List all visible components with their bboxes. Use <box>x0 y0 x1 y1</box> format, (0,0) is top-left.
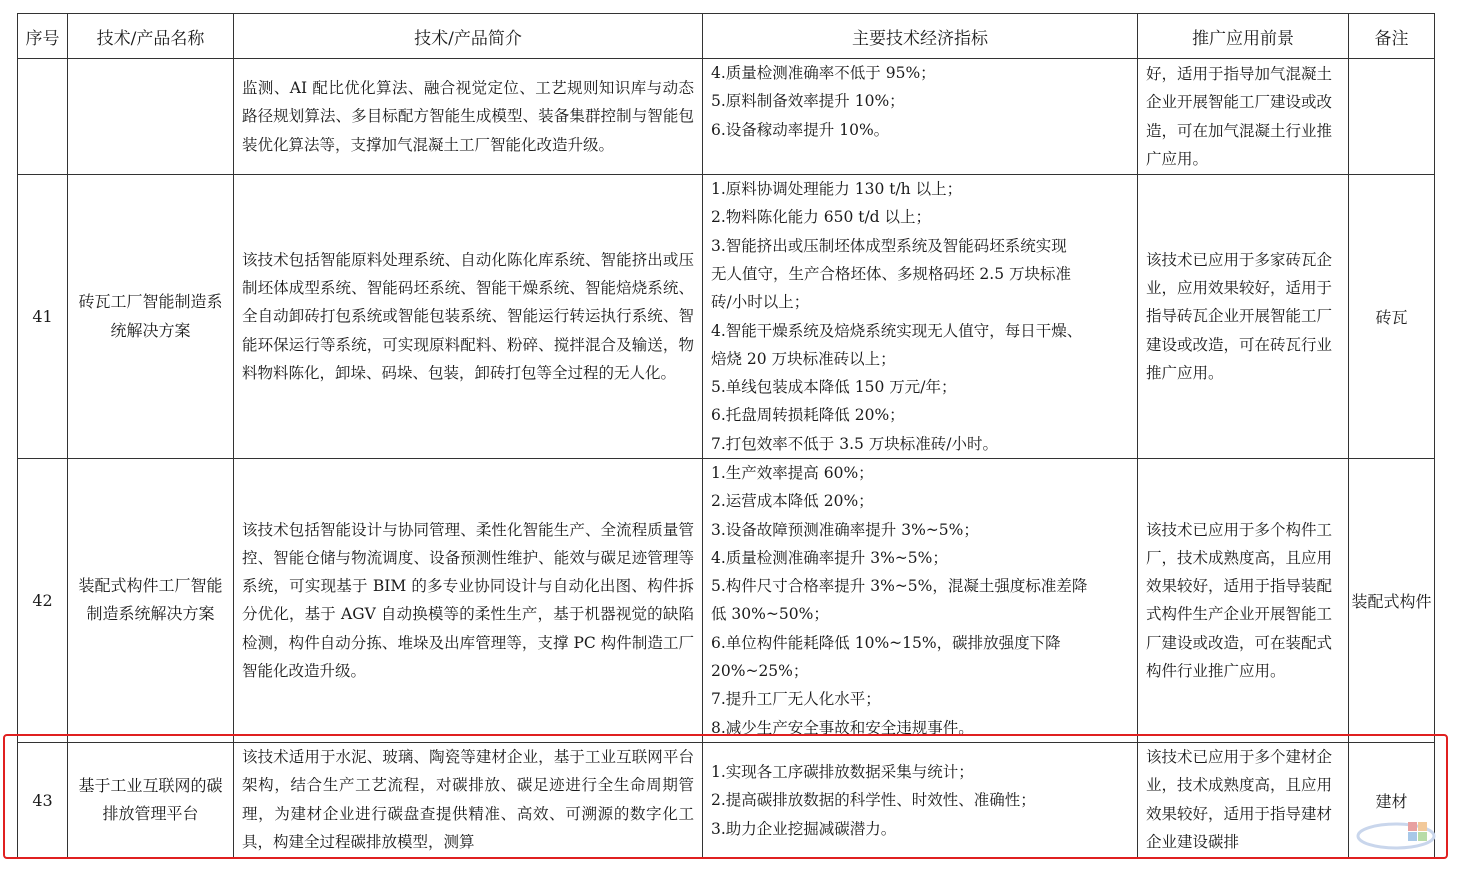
indicator-line: 4.质量检测准确率提升 3%~5%； <box>711 548 948 567</box>
header-intro: 技术/产品简介 <box>234 14 703 59</box>
header-remark: 备注 <box>1349 14 1435 59</box>
indicator-line: 5.构件尺寸合格率提升 3%~5%，混凝土强度标准差降 <box>711 577 1088 596</box>
indicator-line: 砖/小时以上； <box>711 293 810 312</box>
header-prospect: 推广应用前景 <box>1138 14 1349 59</box>
indicator-line: 3.助力企业挖掘减碳潜力。 <box>711 819 897 838</box>
table-row <box>18 459 1435 743</box>
indicator-line: 5.单线包装成本降低 150 万元/年； <box>711 378 957 397</box>
row-intro: 该技术适用于水泥、玻璃、陶瓷等建材企业，基于工业互联网平台架构，结合生产工艺流程，对碳排放、碳足迹进行全生命周期管理，为建材企业进行碳盘查提供精准、高效、可溯源的数字化工具，构建全过程碳排放模型，测算 <box>234 742 703 858</box>
row-remark: 建材 <box>1349 742 1435 858</box>
indicator-line: 低 30%~50%； <box>711 605 829 624</box>
indicator-line: 1.生产效率提高 60%； <box>711 464 874 482</box>
row-prospect: 好，适用于指导加气混凝土企业开展智能工厂建设或改造，可在加气混凝土行业推广应用。 <box>1138 59 1349 175</box>
indicator-line: 无人值守，生产合格坯体、多规格码坯 2.5 万块标准 <box>711 264 1072 283</box>
row-prospect: 该技术已应用于多个构件工厂，技术成熟度高，且应用效果较好，适用于指导装配式构件生产企业开展智能工厂建设或改造，可在装配式构件行业推广应用。 <box>1138 459 1349 743</box>
indicator-line: 2.提高碳排放数据的科学性、时效性、准确性； <box>711 791 1036 810</box>
row-indicators <box>703 459 1138 743</box>
row-remark: 装配式构件 <box>1349 459 1435 743</box>
table-row <box>18 175 1435 459</box>
row-remark <box>1349 59 1435 175</box>
indicator-line: 20%~25%； <box>711 662 809 681</box>
watermark-logo-icon <box>1356 810 1446 860</box>
row-intro: 监测、AI 配比优化算法、融合视觉定位、工艺规则知识库与动态路径规划算法、多目标配方智能生成模型、装备集群控制与智能包装优化算法等，支撑加气混凝土工厂智能化改造升级。 <box>234 59 703 175</box>
row-name: 装配式构件工厂智能制造系统解决方案 <box>68 459 234 743</box>
indicator-line: 1.原料协调处理能力 130 t/h 以上； <box>711 180 963 199</box>
row-indicators <box>703 59 1138 175</box>
indicator-line: 3.智能挤出或压制坯体成型系统及智能码坯系统实现 <box>711 236 1067 255</box>
header-no: 序号 <box>18 14 68 59</box>
header-row <box>18 14 1435 59</box>
table-row <box>18 59 1435 175</box>
indicator-line: 1.实现各工序碳排放数据采集与统计； <box>711 763 974 782</box>
indicator-line: 6.单位构件能耗降低 10%~15%，碳排放强度下降 <box>711 633 1061 652</box>
row-prospect: 该技术已应用于多家砖瓦企业，应用效果较好，适用于指导砖瓦企业开展智能工厂建设或改造，可在砖瓦行业推广应用。 <box>1138 175 1349 459</box>
row-no <box>18 59 68 175</box>
row-name <box>68 59 234 175</box>
indicator-line: 8.减少生产安全事故和安全违规事件。 <box>711 718 974 737</box>
tech-table <box>17 13 1435 859</box>
highlight-box <box>3 734 1448 859</box>
row-intro: 该技术包括智能原料处理系统、自动化陈化库系统、智能挤出或压制坯体成型系统、智能码坯系统、智能干燥系统、智能焙烧系统、全自动卸砖打包系统或智能包装系统、智能运行转运执行系统、智能环保运行等系统，可实现原料配料、粉碎、搅拌混合及输送，物料物料陈化，卸垛、码垛、包装，卸砖打包等全过程的无人化。 <box>234 175 703 459</box>
indicator-line: 2.运营成本降低 20%； <box>711 492 874 511</box>
row-no: 42 <box>18 459 68 743</box>
row-remark: 砖瓦 <box>1349 175 1435 459</box>
row-intro: 该技术包括智能设计与协同管理、柔性化智能生产、全流程质量管控、智能仓储与物流调度、设备预测性维护、能效与碳足迹管理等系统，可实现基于 BIM 的多专业协同设计与自动化出图、构件拆分优化，基于 AGV 自动换模等的柔性生产，基于机器视觉的缺陷检测，构件自动分拣、堆垛及出库管理等，支撑 PC 构件制造工厂智能化改造升级。 <box>234 459 703 743</box>
row-name: 砖瓦工厂智能制造系统解决方案 <box>68 175 234 459</box>
indicator-line: 焙烧 20 万块标准砖以上； <box>711 349 896 368</box>
row-no: 43 <box>18 742 68 858</box>
row-indicators <box>703 175 1138 459</box>
indicator-line: 4.智能干燥系统及焙烧系统实现无人值守，每日干燥、 <box>711 321 1083 340</box>
row-no: 41 <box>18 175 68 459</box>
indicator-line: 5.原料制备效率提升 10%； <box>711 92 905 111</box>
row-name: 基于工业互联网的碳排放管理平台 <box>68 742 234 858</box>
row-prospect: 该技术已应用于多个建材企业，技术成熟度高，且应用效果较好，适用于指导建材企业建设碳排 <box>1138 742 1349 858</box>
indicator-line: 4.质量检测准确率不低于 95%； <box>711 64 936 82</box>
indicator-line: 6.托盘周转损耗降低 20%； <box>711 406 905 425</box>
indicator-line: 2.物料陈化能力 650 t/d 以上； <box>711 208 932 227</box>
header-indicators: 主要技术经济指标 <box>703 14 1138 59</box>
indicator-line: 7.打包效率不低于 3.5 万块标准砖/小时。 <box>711 434 999 453</box>
indicator-line: 6.设备稼动率提升 10%。 <box>711 120 890 139</box>
indicator-line: 3.设备故障预测准确率提升 3%~5%； <box>711 520 979 539</box>
header-name: 技术/产品名称 <box>68 14 234 59</box>
indicator-line: 7.提升工厂无人化水平； <box>711 690 881 709</box>
